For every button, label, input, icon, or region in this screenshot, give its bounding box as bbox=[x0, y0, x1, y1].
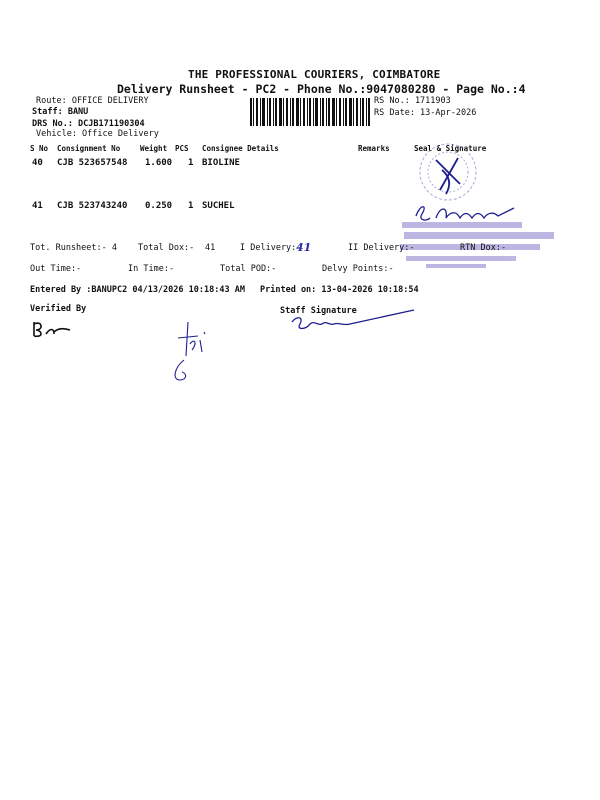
row-40-consignment: CJB 523657548 bbox=[57, 158, 128, 168]
col-header-pcs: PCS bbox=[175, 144, 189, 153]
row-41-consignee: SUCHEL bbox=[202, 201, 235, 211]
col-header-weight: Weight bbox=[140, 144, 168, 153]
in-time-label: In Time:- bbox=[128, 264, 175, 274]
rs-date: RS Date: 13-Apr-2026 bbox=[374, 108, 477, 118]
verified-by-label: Verified By bbox=[30, 304, 87, 314]
row-41-consignment: CJB 523743240 bbox=[57, 201, 128, 211]
rtn-dox-label: RTN Dox:- bbox=[460, 243, 507, 253]
entered-by: Entered By :BANUPC2 04/13/2026 10:18:43 AM bbox=[30, 285, 245, 295]
vehicle-label: Vehicle: Office Delivery bbox=[36, 129, 159, 139]
staff-signature-label: Staff Signature bbox=[280, 306, 357, 316]
staff-signature-mark bbox=[288, 306, 418, 336]
col-header-consignment: Consignment No bbox=[57, 144, 121, 153]
staff-label: Staff: BANU bbox=[32, 107, 89, 117]
col-header-seal: Seal & Signature bbox=[414, 144, 487, 153]
verified-by-signature bbox=[28, 316, 74, 342]
route-label: Route: OFFICE DELIVERY bbox=[36, 96, 149, 106]
printed-on: Printed on: 13-04-2026 10:18:54 bbox=[260, 285, 419, 295]
row-41-pcs: 1 bbox=[188, 201, 194, 211]
row-40-pcs: 1 bbox=[188, 158, 194, 168]
row-41-weight: 0.250 bbox=[145, 201, 173, 211]
total-dox-count: 41 bbox=[205, 243, 216, 253]
col-header-sno: S No bbox=[30, 144, 49, 153]
drs-number: DRS No.: DCJB171190304 bbox=[32, 119, 145, 129]
row-40-sno: 40 bbox=[32, 158, 43, 168]
total-dox-label: Total Dox:- bbox=[138, 243, 195, 253]
i-delivery-handwritten: 41 bbox=[296, 241, 312, 254]
barcode bbox=[250, 98, 370, 126]
rs-number: RS No.: 1711903 bbox=[374, 96, 451, 106]
out-time-label: Out Time:- bbox=[30, 264, 82, 274]
row-41-sno: 41 bbox=[32, 201, 43, 211]
ii-delivery-label: II Delivery:- bbox=[348, 243, 415, 253]
row-40-consignee: BIOLINE bbox=[202, 158, 240, 168]
runsheet-subtitle: Delivery Runsheet - PC2 - Phone No.:9047080280 - Page No.:4 bbox=[117, 82, 526, 96]
col-header-remarks: Remarks bbox=[358, 144, 390, 153]
delvy-points-label: Delvy Points:- bbox=[322, 264, 394, 274]
total-runsheet: Tot. Runsheet:- 4 bbox=[30, 243, 117, 253]
total-pod-label: Total POD:- bbox=[220, 264, 277, 274]
handwritten-mark bbox=[168, 316, 218, 386]
row-40-weight: 1.600 bbox=[145, 158, 173, 168]
company-name: THE PROFESSIONAL COURIERS, COIMBATORE bbox=[188, 68, 441, 81]
col-header-consignee: Consignee Details bbox=[202, 144, 279, 153]
i-delivery-label: I Delivery:- bbox=[240, 243, 302, 253]
